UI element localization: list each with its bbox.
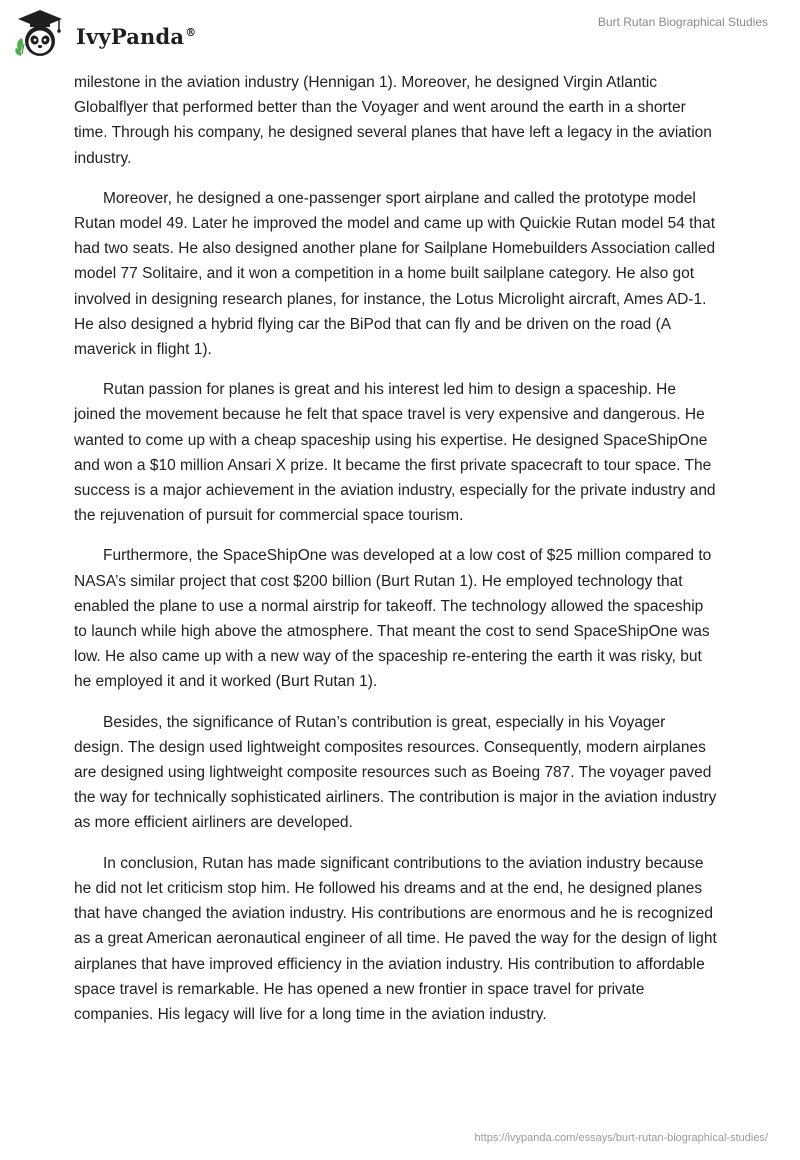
page-header xyxy=(0,0,800,70)
paragraph-4: Furthermore, the SpaceShipOne was developed at a low cost of $25 million compared to NASA’s similar project that cost $200 billion (Burt Rutan 1). He employed technology that enabled the plane to use a normal airstrip for takeoff. The technology allowed the spaceship to launch while high above the atmosphere. That meant the cost to send SpaceShipOne was low. He also came up with a new way of the spaceship re-entering the earth it was risky, but he employed it and it worked (Burt Rutan 1). xyxy=(74,547,712,691)
logo-wordmark xyxy=(76,24,196,49)
essay-body xyxy=(74,70,718,1042)
paragraph-2: Moreover, he designed a one-passenger sport airplane and called the prototype model Rutan model 49. Later he improved the model and came up with Quickie Rutan model 54 that had two seats. He also designed another plane for Sailplane Homebuilders Association called model 77 Solitaire, and it won a competition in a home built sailplane category. He also got involved in designing research planes, for instance, the Lotus Microlight aircraft, Ames AD-1. He also designed a hybrid flying car the BiPod that can fly and be driven on the road (A maverick in flight 1). xyxy=(74,189,716,359)
paragraph-1: milestone in the aviation industry (Hennigan 1). Moreover, he designed Virgin Atlantic Globalflyer that performed better than the Voyager and went around the earth in a shorter time. Through his company, he designed several planes that have left a legacy in the aviation industry. xyxy=(74,74,712,167)
ivypanda-logo[interactable] xyxy=(14,6,196,62)
registered-mark: ® xyxy=(185,25,197,39)
panda-logo-icon xyxy=(14,8,66,60)
logo-text: IvyPanda xyxy=(76,23,185,49)
paragraph-3: Rutan passion for planes is great and his interest led him to design a spaceship. He joined the movement because he felt that space travel is very expensive and dangerous. He wanted to come up with a cheap spaceship using his expertise. He designed SpaceShipOne and won a $10 million Ansari X prize. It became the first private spacecraft to tour space. The success is a major achievement in the aviation industry, especially for the private industry and the rejuvenation of pursuit for commercial space tourism. xyxy=(74,381,716,525)
paragraph-5: Besides, the significance of Rutan’s contribution is great, especially in his Voyager design. The design used lightweight composites resources. Consequently, modern airplanes are designed using lightweight composite resources such as Boeing 787. The voyager paved the way for technically sophisticated airliners. The contribution is major in the aviation industry as more efficient airliners are developed. xyxy=(74,713,717,832)
document-title: Burt Rutan Biographical Studies xyxy=(597,15,768,29)
paragraph-6: In conclusion, Rutan has made significant contributions to the aviation industry because he did not let criticism stop him. He followed his dreams and at the end, he designed planes that have changed the aviation industry. His contributions are enormous and he is recognized as a great American aeronautical engineer of all time. He paved the way for the design of light airplanes that have improved efficiency in the aviation industry. His contribution to affordable space travel is remarkable. He has opened a new frontier in space travel for private companies. His legacy will live for a long time in the aviation industry. xyxy=(74,854,717,1023)
source-url-link[interactable]: https://ivypanda.com/essays/burt-rutan-biographical-studies/ xyxy=(474,1132,768,1144)
